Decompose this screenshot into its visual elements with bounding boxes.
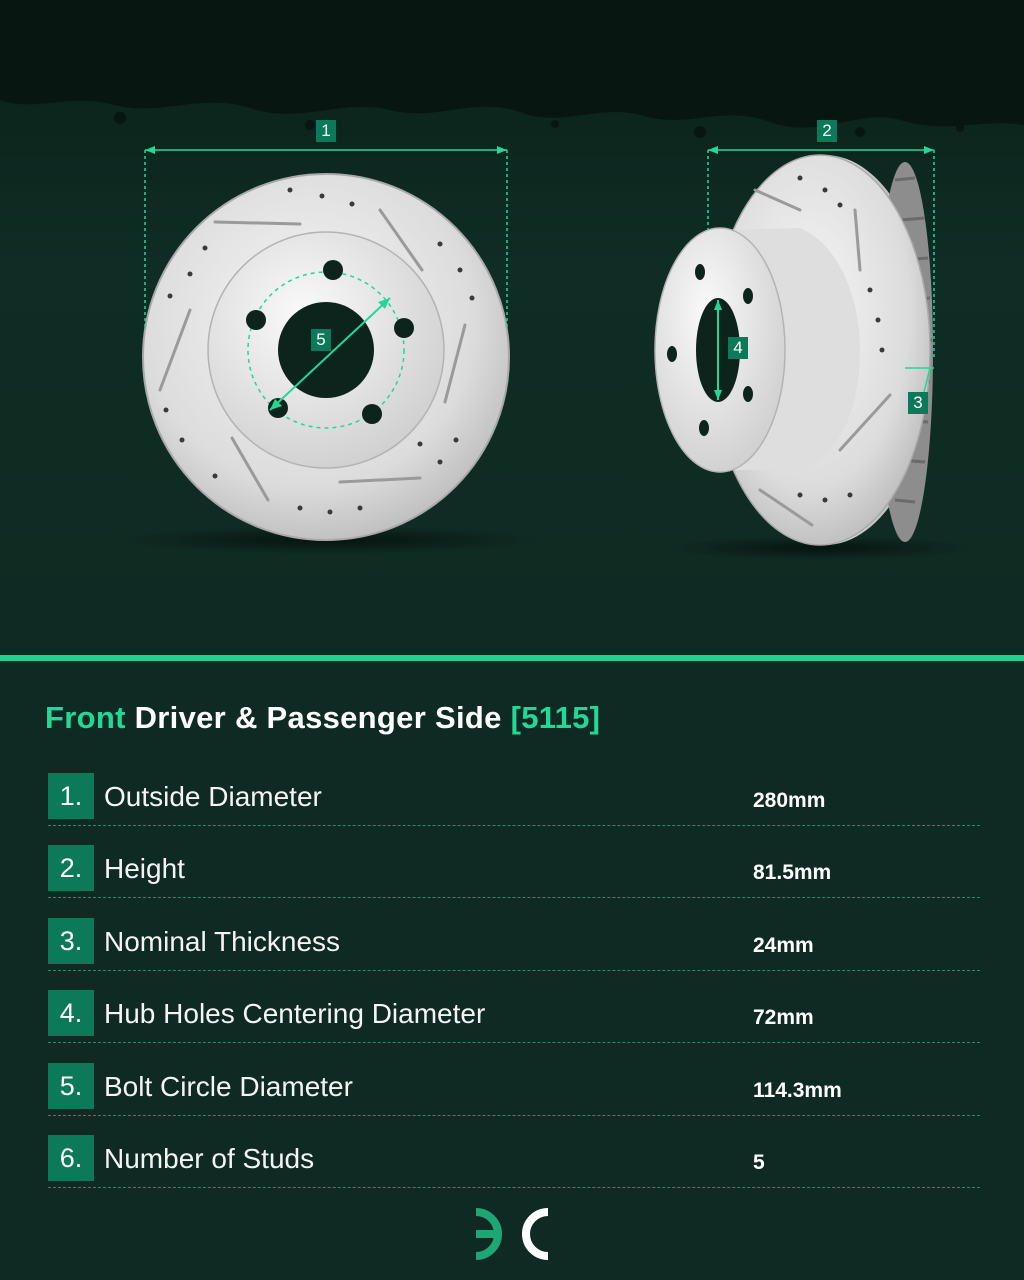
callout-1: 1 — [316, 120, 336, 142]
callout-3: 3 — [908, 392, 928, 414]
spec-row — [48, 773, 980, 821]
spec-row — [48, 1135, 980, 1183]
spec-rule — [48, 897, 980, 898]
section-title — [45, 700, 600, 736]
spec-rule — [48, 1042, 980, 1043]
spec-row — [48, 1063, 980, 1111]
spec-label: Outside Diameter — [104, 781, 322, 812]
spec-row — [48, 918, 980, 966]
spec-row — [48, 990, 980, 1038]
spec-number: 1. — [48, 773, 94, 819]
spec-label: Number of Studs — [104, 1143, 315, 1174]
spec-value: 24mm — [753, 934, 814, 957]
spec-number: 6. — [48, 1135, 94, 1181]
spec-label: Bolt Circle Diameter — [104, 1071, 353, 1102]
spec-value: 72mm — [753, 1006, 814, 1029]
callout-2: 2 — [817, 120, 837, 142]
spec-number: 5. — [48, 1063, 94, 1109]
spec-row — [48, 845, 980, 893]
spec-rule — [48, 970, 980, 971]
spec-label: Height — [104, 853, 185, 884]
title-code: [5115] — [510, 700, 601, 735]
spec-rule — [48, 1115, 980, 1116]
spec-rule — [48, 1187, 980, 1188]
callout-4: 4 — [728, 337, 748, 359]
spec-label: Nominal Thickness — [104, 926, 341, 957]
section-divider — [0, 655, 1024, 661]
splatter-band — [0, 0, 1024, 128]
spec-number: 3. — [48, 918, 94, 964]
spec-number: 2. — [48, 845, 94, 891]
spec-value: 114.3mm — [753, 1079, 842, 1102]
spec-value: 5 — [753, 1151, 765, 1174]
title-main: Driver & Passenger Side — [134, 700, 502, 735]
dc-logo-icon — [472, 1208, 552, 1260]
callout-5: 5 — [311, 329, 331, 351]
title-accent: Front — [45, 700, 126, 735]
spec-value: 81.5mm — [753, 861, 832, 884]
spec-number: 4. — [48, 990, 94, 1036]
spec-rule — [48, 825, 980, 826]
spec-label: Hub Holes Centering Diameter — [104, 998, 486, 1029]
spec-value: 280mm — [753, 789, 826, 812]
